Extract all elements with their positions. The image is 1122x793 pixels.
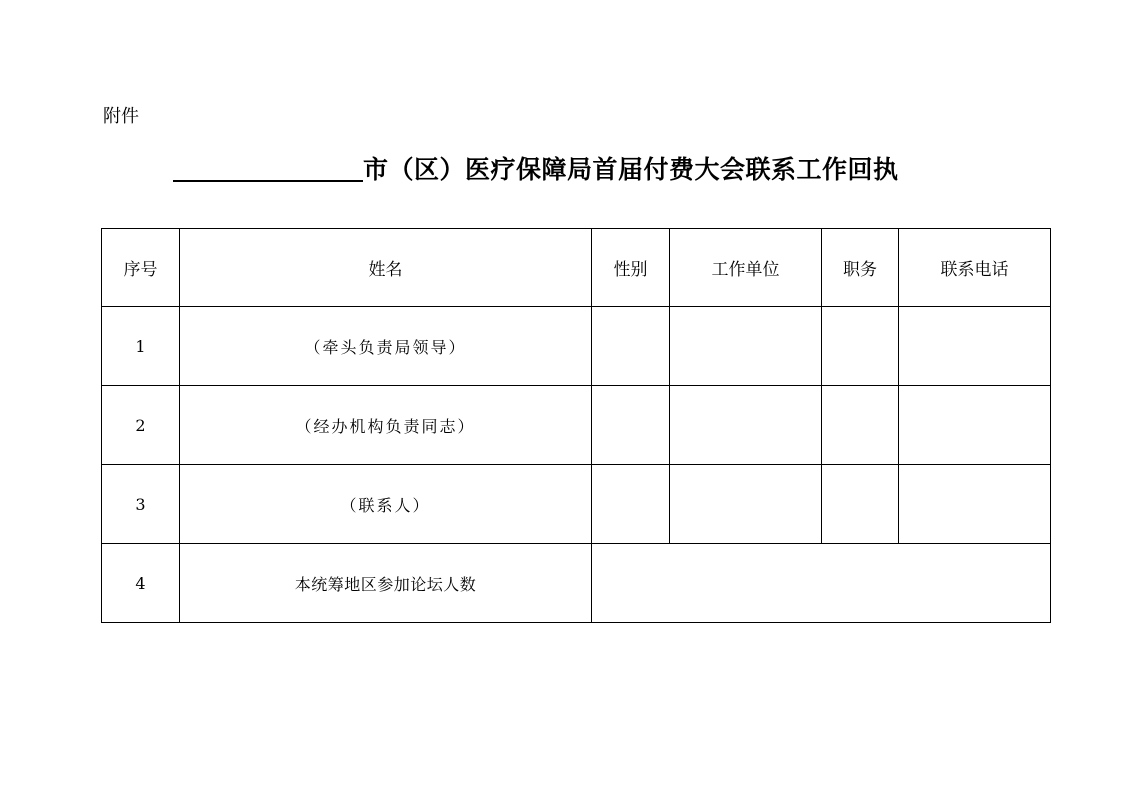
row-work-unit-cell[interactable] (670, 307, 822, 386)
header-gender: 性别 (592, 229, 670, 307)
header-position: 职务 (822, 229, 899, 307)
row-phone-cell[interactable] (899, 465, 1051, 544)
row-name-cell[interactable]: （牵头负责局领导） (180, 307, 592, 386)
row-gender-cell[interactable] (592, 386, 670, 465)
row-work-unit-cell[interactable] (670, 386, 822, 465)
row-serial: 1 (102, 307, 180, 386)
row-phone-cell[interactable] (899, 307, 1051, 386)
row-gender-cell[interactable] (592, 465, 670, 544)
row-position-cell[interactable] (822, 386, 899, 465)
row-work-unit-cell[interactable] (670, 465, 822, 544)
row-serial: 3 (102, 465, 180, 544)
header-work-unit: 工作单位 (670, 229, 822, 307)
table-row (102, 465, 1051, 544)
table-row (102, 386, 1051, 465)
table-header-row (102, 229, 1051, 307)
header-serial: 序号 (102, 229, 180, 307)
row-position-cell[interactable] (822, 307, 899, 386)
summary-serial: 4 (102, 544, 180, 623)
row-phone-cell[interactable] (899, 386, 1051, 465)
summary-row (102, 544, 1051, 623)
row-gender-cell[interactable] (592, 307, 670, 386)
form-title (173, 148, 899, 188)
row-name-cell[interactable]: （经办机构负责同志） (180, 386, 592, 465)
row-position-cell[interactable] (822, 465, 899, 544)
summary-label: 本统筹地区参加论坛人数 (180, 544, 592, 623)
attachment-label: 附件 (103, 106, 139, 127)
header-name: 姓名 (180, 229, 592, 307)
table-row (102, 307, 1051, 386)
row-name-cell[interactable]: （联系人） (180, 465, 592, 544)
title-text: 市（区）医疗保障局首届付费大会联系工作回执 (363, 155, 899, 184)
row-serial: 2 (102, 386, 180, 465)
attendee-count-cell[interactable] (592, 544, 1051, 623)
header-phone: 联系电话 (899, 229, 1051, 307)
city-blank-line[interactable] (173, 180, 363, 182)
reply-form-table (101, 228, 1051, 623)
